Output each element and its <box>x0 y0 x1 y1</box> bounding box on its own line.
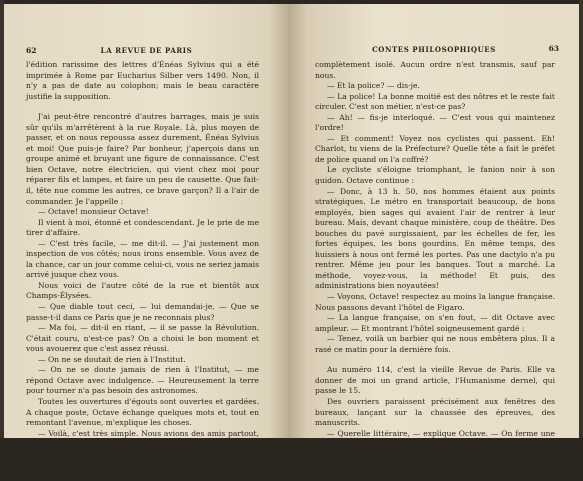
left-page <box>4 4 289 470</box>
paragraph: — Octave! monsieur Octave! <box>38 207 149 217</box>
paragraph: — On ne se doute jamais de rien à l'Institut, — me répond Octave avec indulgence. — Heureusement la terre pour tourner n'a pas besoin des astronomes. <box>26 365 259 396</box>
paragraph: — Et comment! Voyez nos cyclistes qui passent. Eh! Charlot, tu viens de la Préfecture? Quelle tête a fait le préfet de police quand on l'a coffré? <box>315 133 555 164</box>
right-page <box>289 4 579 480</box>
paragraph: — La langue française, on s'en fout, — dit Octave avec ampleur. — Et montrant l'hôtel soigneusement gardé : <box>315 313 555 333</box>
paragraph: — Que diable tout ceci, — lui demandai-je, — Que se passe-t-il dans ce Paris que je ne reconnais plus? <box>26 302 259 322</box>
running-head-right: CONTES PHILOSOPHIQUES <box>372 45 496 54</box>
paragraph: Des ouvriers paraissent précisément aux fenêtres des bureaux, lançant sur la chaussée des épreuves, des manuscrits. <box>315 396 555 428</box>
paragraph: — Tenez, voilà un barbier qui ne nous embêtera plus. Il a rasé ce matin pour la dernière fois. <box>315 334 555 354</box>
paragraph: — Voyons, Octave! respectez au moins la langue française. Nous passons devant l'hôtel de Figaro. <box>315 292 555 312</box>
paragraph: — Donc, à 13 h. 50, nos hommes étaient aux points stratégiques. Le métro en transportait beaucoup, de bons employés, bien sages qui avaient l'air de rentrer à leur bureau. Mais, devant chaque ministère, coup de théâtre. Des bouches du pavé surgissaient, par les échelles de fer, les fortes équipes, les bons gourdins. En même temps, des huissiers à nous ont fermé les portes. Pas une dactylo n'a pu rentrer. Même jeu pour les banques. Tout a marché. La méthode, voyez-vous, la méthode! Et puis, des administrations bien noyautées! <box>315 186 555 291</box>
running-head-left: LA REVUE DE PARIS <box>100 46 193 55</box>
paragraph: Il vient à moi, étonné et condescendant. Je le prie de me tirer d'affaire. <box>26 217 259 238</box>
paragraph: complètement isolé. Aucun ordre n'est transmis, sauf par nous. <box>315 60 555 80</box>
paragraph: — Ah! — fis-je interloqué. — C'est vous qui maintenez l'ordre! <box>315 112 555 133</box>
paragraph: Toutes les ouvertures d'égouts sont ouvertes et gardées. A chaque poste, Octave échange quelques mots et, tout en remontant l'avenue, m'explique les choses. <box>26 396 259 428</box>
paragraph: — Querelle littéraire, — explique Octave. — On ferme une boîte. D'autres y passeront. Tout ça, c'est usé, écalé, archifini. <box>315 428 555 449</box>
paragraph: — C'est très facile, — me dit-il. — J'ai justement mon inspection de vos côtés; nous irons ensemble. Vous avez de la chance, car un jour comme celui-ci, vous ne seriez jamais arrivé jusque chez vous. <box>26 238 259 280</box>
paragraph: — Ma foi, — dit-il en riant, — il se passe la Révolution. C'était couru, n'est-ce pas? On a choisi le bon moment et vous avouerez que c'est assez réussi. <box>26 323 259 354</box>
paragraph: J'ai peut-être rencontré d'autres barrages, mais je suis sûr qu'ils m'arrêtèrent à la rue Royale. Là, plus moyen de passer, et on nous repoussa assez durement, Énéas Sylvius et moi! Que puis-je faire? Par bonheur, j'aperçois dans un groupe animé et bruyant une figure de connaissance. C'est bien Octave, notre électricien, qui vient chez moi pour réparer fils et lampes, et faire un peu de causette. Que fait-il, tête nue comme les autres, ce brave garçon? Il a l'air de commander. Je l'appelle : <box>26 112 259 206</box>
paragraph: — Et la police? — dis-je. <box>327 81 420 91</box>
paragraph: Le cycliste s'éloigne triomphant, le fanion noir à son guidon. Octave continue : <box>315 165 555 186</box>
paragraph: Que va devenir l'Humanisme éternel? Je conçois quelque inquiétude. Mais, l'homme, qui suit d'autres pensées, a tiré sa montre : <box>315 449 555 480</box>
left-page-text <box>26 60 260 470</box>
page-number-right: 63 <box>548 44 559 53</box>
right-page-text <box>315 60 555 480</box>
paragraph: — La police! La bonne moitié est des nôtres et le reste fait circuler. C'est son métier, n'est-ce pas? <box>315 91 555 112</box>
book-right-edge <box>579 0 583 438</box>
page-number-left: 62 <box>26 46 37 55</box>
paragraph: l'édition rarissime des lettres d'Énéas Sylvius qui a été imprimée à Rome par Eucharius Silber vers 1490. Non, il n'y a pas de date au colophon; mais le beau caractère justifie la supposition. <box>26 60 259 101</box>
paragraph: Au numéro 114, c'est la vieille Revue de Paris. Elle va donner de moi un grand article, l'Humanisme dernel, qui passe le 15. <box>315 365 555 396</box>
paragraph: — Voilà, c'est très simple. Nous avions des amis partout, et d'abord les camarades égoutiers. A 13 h. 45, notre heure H comme vous disiez dans vos guerres, tous les câbles électriques ont été coupés. On a brouillé les ondes. Paris est <box>26 428 260 470</box>
paragraph: — On ne se doutait de rien à l'Institut. <box>38 354 186 364</box>
paragraph: Nous voici de l'autre côté de la rue et bientôt aux Champs-Élysées. <box>26 280 259 301</box>
